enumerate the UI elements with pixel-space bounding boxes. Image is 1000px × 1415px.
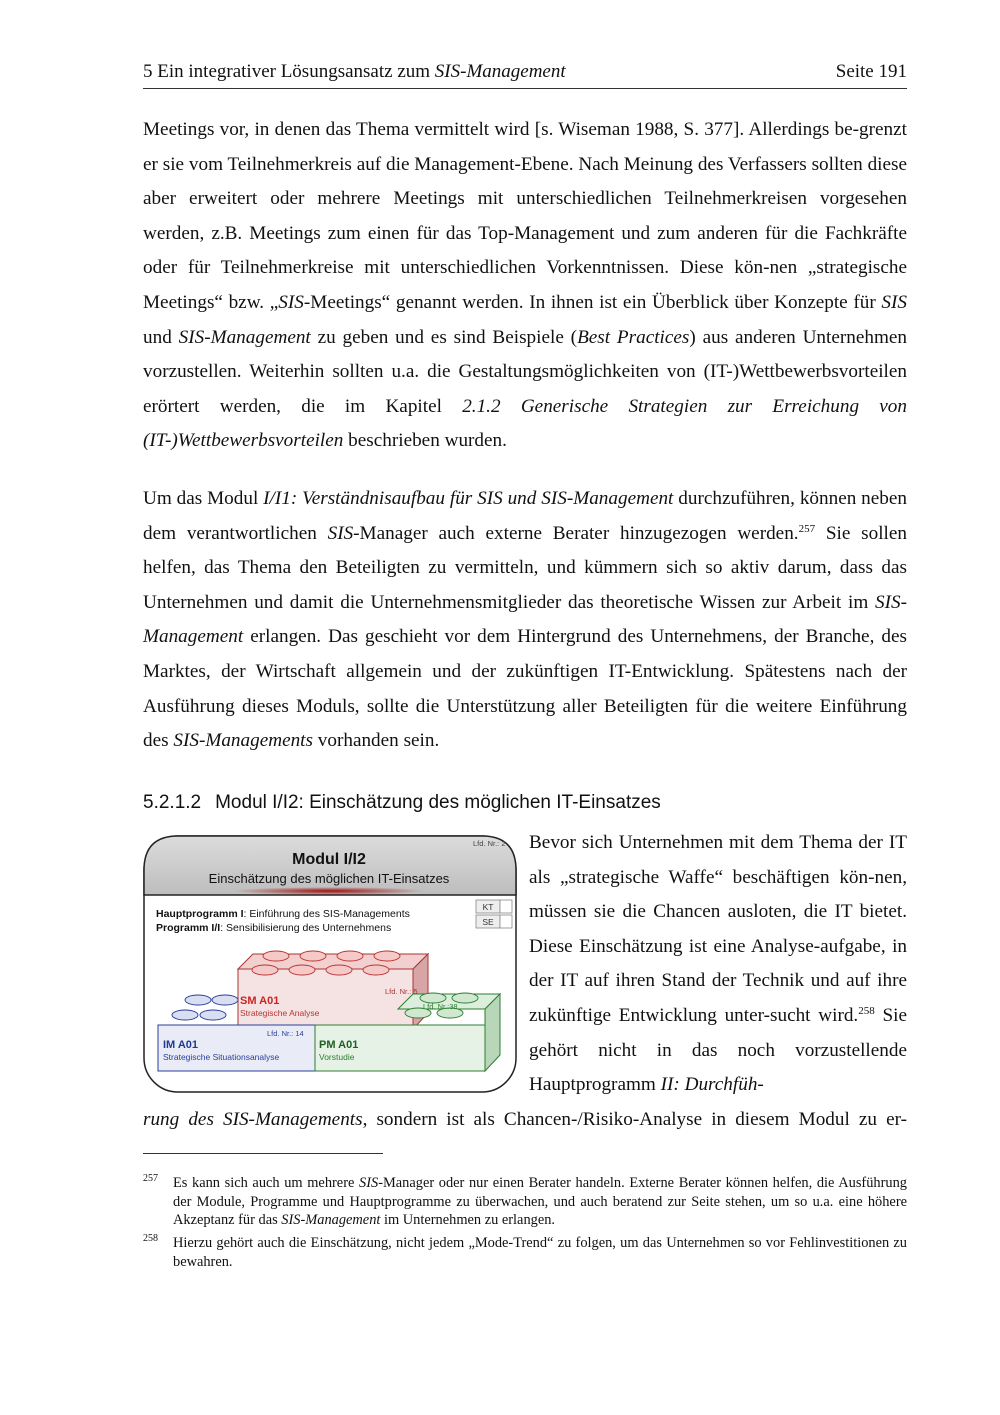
page-number: Seite 191 bbox=[835, 61, 907, 82]
im-lfd: Lfd. Nr.: 14 bbox=[267, 1029, 304, 1038]
paragraph-continuation: rung des SIS-Managements, sondern ist als Chancen-/Risiko-Analyse in diesem Modul zu er- bbox=[143, 1109, 907, 1130]
pm-code: PM A01 bbox=[319, 1039, 359, 1051]
section-number: 5.2.1.2 bbox=[143, 792, 202, 813]
module-subtitle: Einschätzung des möglichen IT-Einsatzes bbox=[208, 871, 450, 886]
footnote-257 bbox=[143, 1174, 907, 1230]
paragraph-meetings: Meetings vor, in denen das Thema vermittelt wird [s. Wiseman 1988, S. 377]. Allerdings be-grenzt er sie vom Teilnehmerkreis auf die Management-Ebene. Nach Meinung des Verfassers sollten diese aber erweitert oder mehrere Meetings mit unterschiedlichen Teilnehmerkreisen vorgesehen werden, z.B. Meetings zum einen für das Top-Management und zum anderen für die Fachkräfte oder für Teilnehmerkreise mit unterschiedlichen Vorkenntnissen. Diese kön-nen „strategische Meetings“ bzw. „SIS-Meetings“ genannt werden. In ihnen ist ein Überblick über Konzepte für SIS und SIS-Management zu geben und es sind Beispiele (Best Practices) aus anderen Unternehmen vorzustellen. Weiterhin sollten u.a. die Gestaltungsmöglichkeiten von (IT-)Wettbewerbsvorteilen erörtert werden, die im Kapitel 2.1.2 Generische Strategien zur Erreichung von (IT-)Wettbewerbsvorteilen beschrieben wurden. bbox=[143, 119, 907, 452]
header-accent bbox=[234, 887, 424, 895]
pm-lfd: Lfd. Nr.:38 bbox=[423, 1002, 458, 1011]
footnote-separator bbox=[143, 1153, 383, 1154]
pm-name: Vorstudie bbox=[319, 1052, 355, 1062]
sm-code: SM A01 bbox=[240, 995, 280, 1007]
kt-check bbox=[500, 900, 512, 913]
section-title: Modul I/I2: Einschätzung des möglichen IT-Einsatzes bbox=[215, 792, 661, 813]
running-title-italic: SIS-Management bbox=[434, 61, 566, 82]
footnote-mark: 258 bbox=[143, 1233, 158, 1244]
module-diagram bbox=[143, 833, 517, 1095]
section-heading bbox=[143, 792, 661, 814]
kt-label: KT bbox=[482, 902, 494, 912]
module-title: Modul I/I2 bbox=[292, 851, 366, 868]
footnote-text: Hierzu gehört auch die Einschätzung, nicht jedem „Mode-Trend“ zu folgen, um das Unternehmen so vor Fehlinvestitionen zu bewahren. bbox=[173, 1235, 907, 1270]
footnote-mark: 257 bbox=[143, 1173, 158, 1184]
se-label: SE bbox=[482, 917, 494, 927]
page-header bbox=[143, 58, 907, 89]
running-title-text: 5 Ein integrativer Lösungsansatz zum bbox=[143, 61, 435, 82]
im-code: IM A01 bbox=[163, 1039, 199, 1051]
lfd-main: Lfd. Nr.: 2 bbox=[473, 839, 506, 848]
paragraph-module-i2: Bevor sich Unternehmen mit dem Thema der IT als „strategische Waffe“ beschäftigen kön-nen, müssen sie die Chancen ausloten, die IT bietet. Diese Einschätzung ist eine Analyse-aufgabe, in der IT auf ihren Stand der Technik und auf ihre zukünftige Entwicklung unter-sucht wird.$^{258}$ Sie gehört nicht in das noch vorzustellende Hauptprogramm II: Durchfüh- bbox=[529, 832, 907, 1096]
se-check bbox=[500, 915, 512, 928]
paragraph-module-i1: Um das Modul I/I1: Verständnisaufbau für SIS und SIS-Management durchzuführen, können neben dem verantwortlichen SIS-Manager auch externe Berater hinzugezogen werden.$^{257}$ Sie sollen helfen, das Thema den Beteiligten zu vermitteln, und kümmern sich so aktiv darum, dass das Unternehmen und damit die Unternehmensmitglieder das theoretische Wissen zur Arbeit im SIS-Management erlangen. Das geschieht vor dem Hintergrund des Unternehmens, der Branche, des Marktes, der Wirtschaft allgemein und der zukünftigen IT-Entwicklung. Spätestens nach der Ausführung dieses Moduls, sollte die Unterstützung aller Beteiligten für die weitere Einführung des SIS-Managements vorhanden sein. bbox=[143, 488, 908, 752]
hauptprogramm-label: Hauptprogramm I: Einführung des SIS-Managements bbox=[156, 908, 410, 920]
footnote-ref-257[interactable]: 257 bbox=[798, 522, 816, 535]
footnote-ref-258[interactable]: 258 bbox=[858, 1004, 875, 1017]
footnote-text: Es kann sich auch um mehrere SIS-Manager oder nur einen Berater handeln. Externe Berater können helfen, die Ausführung der Module, Programme und Hauptprogramme zu überwachen, und auch beratend zur Seite stehen, um so u.a. eine höhere Akzeptanz für das SIS-Management im Unternehmen zu erlangen. bbox=[173, 1175, 907, 1228]
sm-lfd: Lfd. Nr.: 5 bbox=[385, 987, 418, 996]
im-name: Strategische Situationsanalyse bbox=[163, 1052, 280, 1062]
sm-name: Strategische Analyse bbox=[240, 1008, 320, 1018]
footnote-258 bbox=[143, 1234, 907, 1271]
programm-label: Programm I/I: Sensibilisierung des Unternehmens bbox=[156, 922, 392, 934]
running-title bbox=[143, 61, 566, 83]
